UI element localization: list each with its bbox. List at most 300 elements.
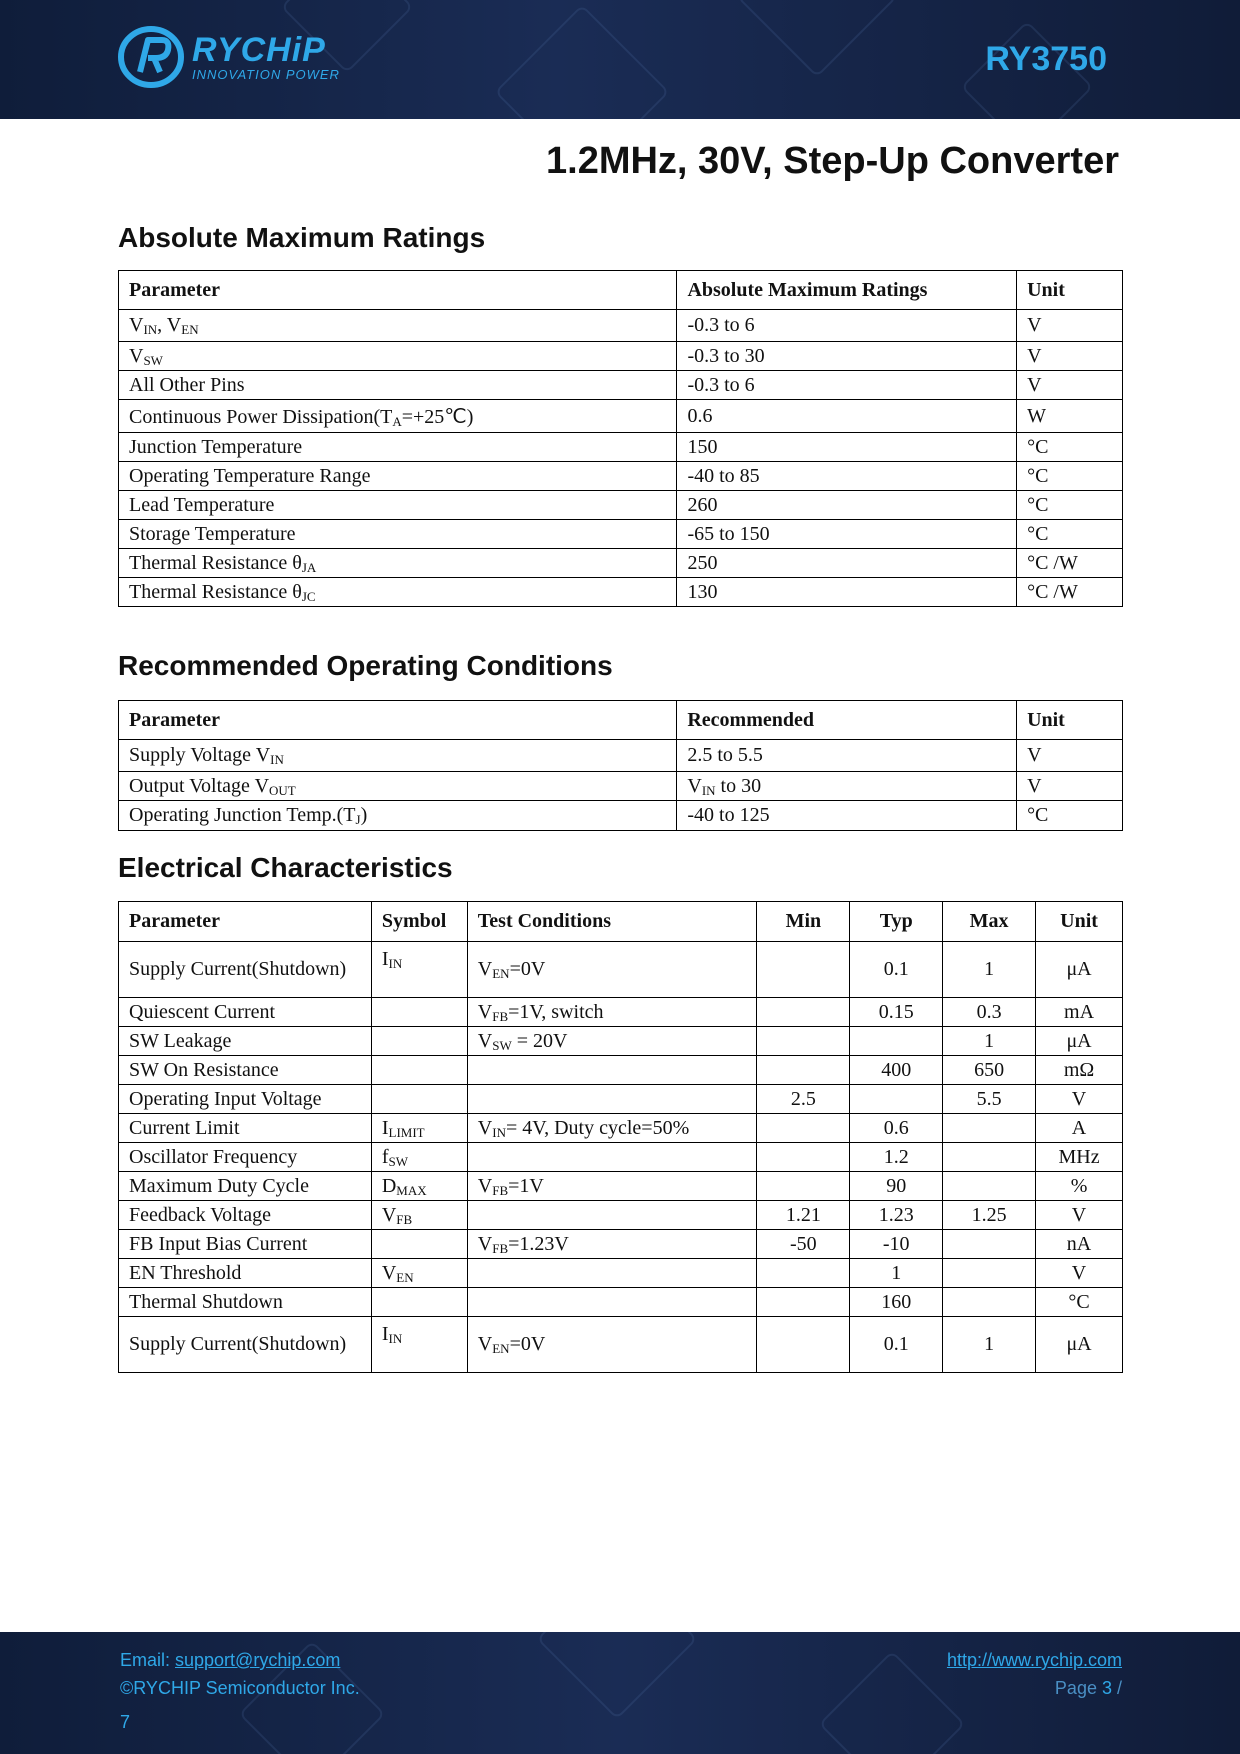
- max-cell: [943, 1259, 1036, 1288]
- unit-cell-text: μA: [1066, 958, 1092, 980]
- param-cell-text: Supply Voltage V: [129, 744, 271, 766]
- min-cell: [757, 1114, 850, 1143]
- max-cell-text: 5.5: [976, 1087, 1002, 1110]
- unit-cell-text: V: [1027, 373, 1042, 396]
- param-cell-text: Continuous Power Dissipation(T: [129, 405, 393, 428]
- header-cell: Unit: [1036, 902, 1123, 942]
- unit-cell-text: W: [1027, 404, 1046, 427]
- value-cell: [677, 740, 1017, 772]
- page-total: 7: [120, 1712, 131, 1732]
- symbol-cell: [371, 1230, 467, 1259]
- unit-cell-text: °C: [1027, 464, 1049, 487]
- param-cell-text: Supply Current(Shutdown): [129, 1333, 347, 1355]
- max-cell: [943, 1172, 1036, 1201]
- param-cell-text: V: [129, 314, 144, 336]
- header-cell: Parameter: [119, 701, 677, 740]
- param-cell-text: EN Threshold: [129, 1261, 242, 1284]
- min-cell-text: -50: [790, 1232, 817, 1255]
- website-link[interactable]: http://www.rychip.com: [946, 1650, 1122, 1670]
- unit-cell-text: V: [1071, 1203, 1087, 1226]
- typ-cell-text: 1: [891, 1261, 902, 1284]
- footer-band: [0, 1632, 1240, 1754]
- max-cell: [943, 1143, 1036, 1172]
- symbol-cell-subscript: IN: [388, 956, 403, 971]
- symbol-cell-subscript: FB: [396, 1211, 413, 1227]
- symbol-cell-text: V: [381, 1203, 397, 1226]
- param-cell-text: FB Input Bias Current: [129, 1232, 308, 1255]
- header-cell: Parameter: [119, 902, 372, 942]
- value-cell-text: to 30: [715, 774, 762, 797]
- param-cell: [119, 998, 372, 1027]
- value-cell-text: -0.3 to 6: [687, 314, 755, 336]
- unit-cell-text: °C: [1027, 522, 1049, 545]
- unit-cell: [1017, 578, 1123, 607]
- unit-cell-text: mA: [1064, 1000, 1095, 1023]
- value-cell: [677, 578, 1017, 607]
- min-cell: [757, 998, 850, 1027]
- symbol-cell-text: D: [381, 1174, 397, 1197]
- param-cell-text: Storage Temperature: [129, 522, 296, 545]
- value-cell-text: 130: [687, 580, 718, 603]
- param-cell-text: SW On Resistance: [129, 1058, 279, 1081]
- section-title-elec: Electrical Characteristics: [118, 852, 453, 883]
- max-cell: [943, 1201, 1036, 1230]
- condition-cell: [467, 1259, 757, 1288]
- max-cell: [943, 942, 1036, 998]
- typ-cell-text: 400: [881, 1058, 912, 1081]
- unit-cell-text: μA: [1066, 1333, 1092, 1355]
- symbol-cell: [371, 1317, 467, 1373]
- typ-cell: [850, 1201, 943, 1230]
- value-cell: [677, 400, 1017, 433]
- unit-cell: [1017, 371, 1123, 400]
- table-row: [119, 433, 1123, 462]
- unit-cell: [1036, 1085, 1123, 1114]
- typ-cell-text: 1.23: [878, 1203, 914, 1226]
- condition-cell-text: V: [477, 1116, 493, 1139]
- condition-cell-text: =0V: [509, 958, 546, 980]
- min-cell-text: 2.5: [790, 1087, 816, 1110]
- unit-cell: [1017, 462, 1123, 491]
- typ-cell-text: -10: [882, 1232, 910, 1255]
- value-cell: [677, 462, 1017, 491]
- footer-copyright: ©RYCHIP Semiconductor Inc.: [120, 1678, 360, 1698]
- param-cell: [119, 1085, 372, 1114]
- param-cell-text: Output Voltage V: [129, 774, 270, 797]
- email-label: Email:: [120, 1650, 176, 1670]
- condition-cell: [467, 1317, 757, 1373]
- value-cell-text: -0.3 to 30: [687, 344, 765, 367]
- min-cell: [757, 1317, 850, 1373]
- min-cell: [757, 1027, 850, 1056]
- param-cell-text: Thermal Shutdown: [129, 1290, 283, 1313]
- symbol-cell-subscript: IN: [388, 1331, 403, 1346]
- symbol-cell-text: I: [381, 1323, 389, 1345]
- condition-cell-text: V: [477, 1029, 493, 1052]
- symbol-cell-text: V: [381, 1261, 397, 1284]
- max-cell-text: 1.25: [971, 1203, 1007, 1226]
- param-cell-text: All Other Pins: [129, 373, 245, 396]
- unit-cell: [1036, 1288, 1123, 1317]
- unit-cell: [1017, 310, 1123, 342]
- header-cell: Parameter: [119, 271, 677, 310]
- unit-cell: [1017, 342, 1123, 371]
- table-row: [119, 1027, 1123, 1056]
- param-cell-text: Supply Current(Shutdown): [129, 958, 347, 980]
- unit-cell-text: nA: [1066, 1232, 1092, 1255]
- param-cell-subscript: SW: [143, 352, 163, 368]
- condition-cell-text: = 20V: [511, 1029, 568, 1052]
- max-cell: [943, 1056, 1036, 1085]
- param-cell: [119, 801, 677, 831]
- condition-cell-text: =1V, switch: [508, 1000, 604, 1023]
- unit-cell-text: mΩ: [1063, 1058, 1095, 1081]
- table-row: [119, 1114, 1123, 1143]
- typ-cell: [850, 1027, 943, 1056]
- page-indicator: [1055, 1678, 1122, 1699]
- condition-cell: [467, 1172, 757, 1201]
- param-cell-text: =+25℃): [401, 405, 474, 428]
- max-cell: [943, 1114, 1036, 1143]
- company-logo: [118, 26, 340, 88]
- param-cell-text: Junction Temperature: [129, 435, 303, 458]
- condition-cell-text: V: [477, 1232, 493, 1255]
- unit-cell-text: V: [1027, 774, 1042, 797]
- unit-cell: [1017, 549, 1123, 578]
- param-cell: [119, 1027, 372, 1056]
- header-cell: Recommended: [677, 701, 1017, 740]
- unit-cell-text: V: [1027, 344, 1042, 367]
- header-cell: Unit: [1017, 701, 1123, 740]
- value-cell-text: 260: [687, 493, 718, 516]
- unit-cell: [1036, 1230, 1123, 1259]
- unit-cell: [1036, 1143, 1123, 1172]
- condition-cell: [467, 942, 757, 998]
- param-cell-subscript: J: [355, 812, 361, 827]
- condition-cell: [467, 1114, 757, 1143]
- param-cell: [119, 310, 677, 342]
- condition-cell: [467, 1230, 757, 1259]
- logo-tagline: INNOVATION POWER: [192, 67, 340, 82]
- unit-cell: [1036, 1056, 1123, 1085]
- logo-name: RYCHiP: [192, 31, 326, 69]
- elec-char-table: [118, 901, 1123, 1373]
- unit-cell-text: V: [1027, 744, 1042, 766]
- condition-cell: [467, 1143, 757, 1172]
- table-row: [119, 1288, 1123, 1317]
- condition-cell: [467, 1027, 757, 1056]
- max-cell-text: 1: [984, 958, 995, 980]
- condition-cell: [467, 1201, 757, 1230]
- unit-cell: [1017, 740, 1123, 772]
- unit-cell: [1017, 520, 1123, 549]
- unit-cell-text: A: [1071, 1116, 1087, 1139]
- symbol-cell-subscript: LIMIT: [388, 1124, 425, 1140]
- header-cell: Typ: [850, 902, 943, 942]
- value-cell: [677, 772, 1017, 801]
- unit-cell-text: %: [1070, 1174, 1088, 1197]
- table-row: [119, 1172, 1123, 1201]
- value-cell: [677, 310, 1017, 342]
- unit-cell-text: V: [1027, 314, 1042, 336]
- typ-cell-text: 0.1: [883, 1333, 909, 1355]
- param-cell: [119, 740, 677, 772]
- unit-cell: [1036, 1317, 1123, 1373]
- symbol-cell: [371, 1172, 467, 1201]
- value-cell: [677, 801, 1017, 831]
- condition-cell-subscript: IN: [492, 1124, 506, 1140]
- symbol-cell: [371, 1143, 467, 1172]
- min-cell: [757, 1056, 850, 1085]
- unit-cell-text: °C: [1027, 493, 1049, 516]
- table-row: [119, 1143, 1123, 1172]
- condition-cell-subscript: FB: [492, 1240, 509, 1256]
- condition-cell: [467, 1056, 757, 1085]
- table-row: [119, 942, 1123, 998]
- table-row: [119, 400, 1123, 433]
- footer-email: [120, 1650, 340, 1671]
- table-row: [119, 801, 1123, 831]
- param-cell-text: Operating Input Voltage: [129, 1087, 322, 1110]
- param-cell: [119, 1259, 372, 1288]
- rychip-logo-icon: [118, 26, 184, 88]
- param-cell-text: Operating Junction Temp.(T: [129, 804, 356, 826]
- param-cell-text: , V: [157, 314, 182, 336]
- table-row: [119, 520, 1123, 549]
- unit-cell: [1036, 942, 1123, 998]
- table-row: [119, 371, 1123, 400]
- typ-cell-text: 90: [886, 1174, 907, 1197]
- header-band: [0, 0, 1240, 119]
- symbol-cell: [371, 1114, 467, 1143]
- min-cell: [757, 1172, 850, 1201]
- value-cell: [677, 342, 1017, 371]
- param-cell: [119, 491, 677, 520]
- param-cell-text: Quiescent Current: [129, 1000, 276, 1023]
- param-cell-text: Maximum Duty Cycle: [129, 1174, 309, 1197]
- unit-cell: [1036, 998, 1123, 1027]
- param-cell: [119, 433, 677, 462]
- max-cell-text: 0.3: [976, 1000, 1002, 1023]
- symbol-cell: [371, 942, 467, 998]
- section-title-abs-max: Absolute Maximum Ratings: [118, 222, 486, 253]
- value-cell-text: -65 to 150: [687, 522, 770, 545]
- param-cell: [119, 942, 372, 998]
- page-separator: /: [1111, 1678, 1122, 1698]
- value-cell-text: -40 to 125: [687, 804, 770, 826]
- condition-cell-text: = 4V, Duty cycle=50%: [505, 1116, 690, 1139]
- table-row: [119, 1259, 1123, 1288]
- param-cell-text: Feedback Voltage: [129, 1203, 272, 1226]
- value-cell-text: 2.5 to 5.5: [687, 744, 763, 766]
- typ-cell: [850, 1230, 943, 1259]
- value-cell: [677, 433, 1017, 462]
- condition-cell-subscript: FB: [492, 1182, 509, 1198]
- abs-max-table: [118, 270, 1123, 607]
- param-cell-subscript: IN: [143, 322, 158, 337]
- table-row: [119, 462, 1123, 491]
- symbol-cell: [371, 1085, 467, 1114]
- symbol-cell-subscript: EN: [396, 1269, 414, 1285]
- unit-cell: [1036, 1259, 1123, 1288]
- unit-cell: [1036, 1114, 1123, 1143]
- section-title-rec-op: Recommended Operating Conditions: [118, 650, 613, 681]
- param-cell-text: Thermal Resistance θ: [129, 580, 302, 603]
- param-cell: [119, 772, 677, 801]
- table-row: [119, 772, 1123, 801]
- page-title: 1.2MHz, 30V, Step-Up Converter: [546, 140, 1119, 182]
- table-row: [119, 740, 1123, 772]
- param-cell: [119, 462, 677, 491]
- typ-cell: [850, 1085, 943, 1114]
- unit-cell-text: °C: [1027, 804, 1049, 826]
- param-cell-text: Operating Temperature Range: [129, 464, 371, 487]
- symbol-cell: [371, 1259, 467, 1288]
- min-cell: [757, 1201, 850, 1230]
- page-label: Page: [1054, 1678, 1102, 1698]
- condition-cell: [467, 1288, 757, 1317]
- header-cell: Min: [757, 902, 850, 942]
- value-cell-text: 0.6: [687, 404, 713, 427]
- max-cell: [943, 1230, 1036, 1259]
- param-cell-text: Oscillator Frequency: [129, 1145, 298, 1168]
- param-cell: [119, 1201, 372, 1230]
- max-cell-text: 650: [974, 1058, 1005, 1081]
- typ-cell: [850, 1259, 943, 1288]
- param-cell: [119, 342, 677, 371]
- param-cell: [119, 1288, 372, 1317]
- min-cell: [757, 942, 850, 998]
- max-cell: [943, 1027, 1036, 1056]
- param-cell-subscript: JA: [301, 559, 317, 575]
- table-row: [119, 578, 1123, 607]
- table-row: [119, 1317, 1123, 1373]
- min-cell: [757, 1085, 850, 1114]
- unit-cell-text: MHz: [1058, 1145, 1100, 1168]
- param-cell: [119, 1114, 372, 1143]
- table-row: [119, 491, 1123, 520]
- param-cell-subscript: OUT: [269, 782, 296, 798]
- param-cell: [119, 1143, 372, 1172]
- min-cell: [757, 1230, 850, 1259]
- unit-cell: [1017, 491, 1123, 520]
- typ-cell-text: 160: [881, 1290, 912, 1313]
- part-number: RY3750: [985, 40, 1107, 78]
- unit-cell: [1017, 433, 1123, 462]
- symbol-cell-text: I: [381, 948, 389, 970]
- unit-cell-text: °C /W: [1027, 551, 1078, 574]
- table-row: [119, 1056, 1123, 1085]
- header-cell: Test Conditions: [467, 902, 757, 942]
- table-row: [119, 549, 1123, 578]
- typ-cell: [850, 1056, 943, 1085]
- max-cell: [943, 1317, 1036, 1373]
- unit-cell-text: °C /W: [1027, 580, 1078, 603]
- param-cell: [119, 1056, 372, 1085]
- param-cell-subscript: JC: [301, 588, 316, 604]
- param-cell-subscript: EN: [181, 322, 199, 337]
- max-cell: [943, 1288, 1036, 1317]
- param-cell: [119, 400, 677, 433]
- email-link[interactable]: support@rychip.com: [175, 1650, 341, 1670]
- condition-cell-text: =1V: [508, 1174, 544, 1197]
- param-cell-text: SW Leakage: [129, 1029, 232, 1052]
- param-cell-subscript: A: [392, 413, 402, 429]
- symbol-cell-subscript: SW: [388, 1153, 408, 1169]
- condition-cell-text: V: [477, 958, 493, 980]
- rec-op-table: [118, 700, 1123, 831]
- header-cell: Absolute Maximum Ratings: [677, 271, 1017, 310]
- unit-cell: [1017, 772, 1123, 801]
- table-row: [119, 310, 1123, 342]
- unit-cell: [1017, 801, 1123, 831]
- header-cell: Unit: [1017, 271, 1123, 310]
- symbol-cell: [371, 1027, 467, 1056]
- unit-cell-text: °C: [1068, 1290, 1090, 1313]
- condition-cell-text: V: [477, 1174, 493, 1197]
- condition-cell-text: =0V: [509, 1333, 546, 1355]
- table-row: [119, 998, 1123, 1027]
- max-cell-text: 1: [984, 1029, 995, 1052]
- value-cell: [677, 549, 1017, 578]
- value-cell-text: 250: [687, 551, 718, 574]
- param-cell: [119, 549, 677, 578]
- unit-cell: [1017, 400, 1123, 433]
- value-cell-text: 150: [687, 435, 718, 458]
- header-cell: Symbol: [371, 902, 467, 942]
- min-cell-text: 1.21: [785, 1203, 821, 1226]
- condition-cell-text: V: [477, 1333, 493, 1355]
- param-cell-text: Current Limit: [129, 1116, 240, 1139]
- value-cell-subscript: IN: [701, 782, 716, 798]
- unit-cell: [1036, 1172, 1123, 1201]
- condition-cell-text: =1.23V: [508, 1232, 569, 1255]
- symbol-cell-subscript: MAX: [396, 1182, 427, 1198]
- param-cell: [119, 1172, 372, 1201]
- max-cell: [943, 1085, 1036, 1114]
- header-cell: Max: [943, 902, 1036, 942]
- typ-cell: [850, 1172, 943, 1201]
- typ-cell: [850, 1288, 943, 1317]
- value-cell-text: V: [687, 774, 702, 797]
- condition-cell-subscript: EN: [492, 1341, 510, 1356]
- table-row: [119, 1201, 1123, 1230]
- condition-cell: [467, 1085, 757, 1114]
- param-cell: [119, 1317, 372, 1373]
- condition-cell: [467, 998, 757, 1027]
- param-cell: [119, 520, 677, 549]
- symbol-cell-text: I: [381, 1116, 389, 1139]
- typ-cell: [850, 1143, 943, 1172]
- table-row: [119, 1085, 1123, 1114]
- min-cell: [757, 1259, 850, 1288]
- condition-cell-text: V: [477, 1000, 493, 1023]
- typ-cell: [850, 1114, 943, 1143]
- condition-cell-subscript: FB: [492, 1008, 509, 1024]
- value-cell: [677, 371, 1017, 400]
- typ-cell: [850, 998, 943, 1027]
- param-cell-text: Lead Temperature: [129, 493, 275, 516]
- param-cell: [119, 578, 677, 607]
- unit-cell-text: μA: [1066, 1029, 1092, 1052]
- param-cell: [119, 371, 677, 400]
- typ-cell-text: 0.1: [883, 958, 909, 980]
- min-cell: [757, 1288, 850, 1317]
- typ-cell-text: 1.2: [883, 1145, 909, 1168]
- table-row: [119, 1230, 1123, 1259]
- typ-cell: [850, 942, 943, 998]
- value-cell: [677, 491, 1017, 520]
